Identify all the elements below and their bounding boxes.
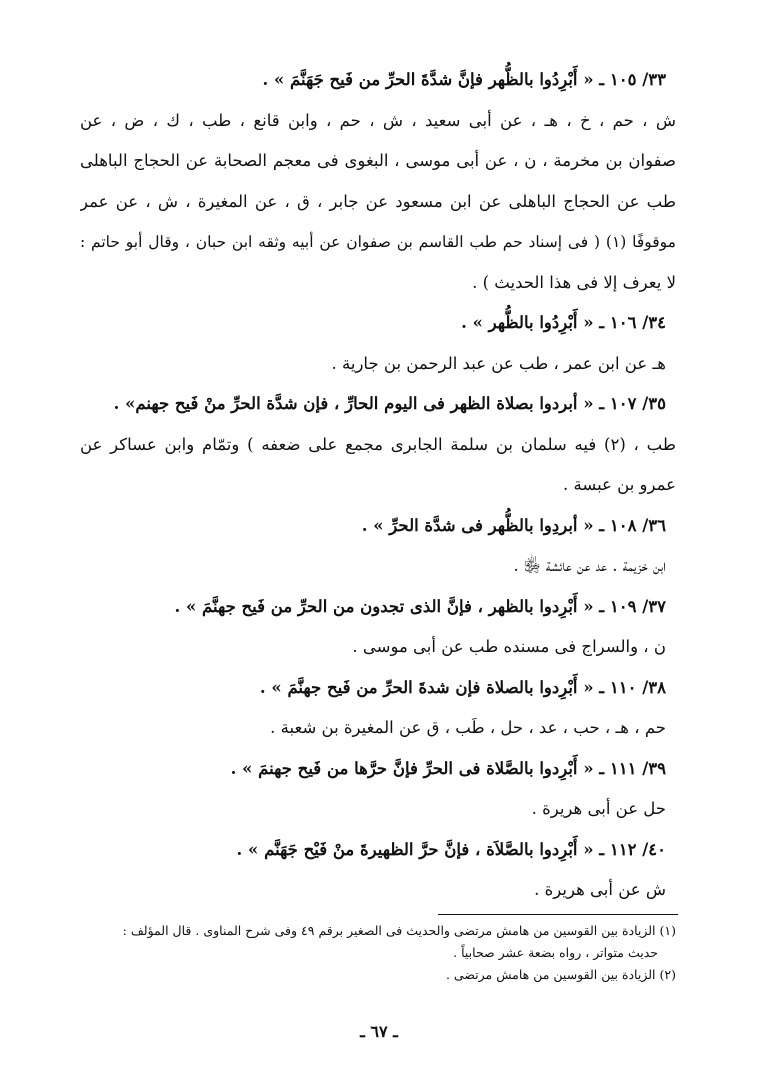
source-line: صفوان بن مخرمة ، ن ، عن أبى موسى ، البغوى فى معجم الصحابة عن الحجاج الباهلى — [80, 151, 676, 170]
source-line: طب ، (٢) فيه سلمان بن سلمة الجابرى مجمع على ضعفه ) وتمّام وابن عساكر عن — [80, 434, 676, 454]
footnotes — [80, 920, 676, 986]
source-line: ش عن أبى هريرة . — [534, 880, 666, 899]
hadith-109: ٣٧/ ١٠٩ ـ « أَبْرِدوا بالظهر ، فإنَّ الذى تجدون من الحرِّ من فَيح جهنَّمَ » . — [174, 596, 666, 616]
source-line: ن ، والسراج فى مسنده طب عن أبى موسى . — [352, 637, 666, 656]
hadith-108: ٣٦/ ١٠٨ ـ « أبردِوا بالظُّهر فى شدَّة الحرِّ » . — [361, 515, 666, 535]
page-number: ـ ٦٧ ـ — [360, 1022, 398, 1041]
source-line: هـ عن ابن عمر ، طب عن عبد الرحمن بن جارية . — [331, 353, 666, 373]
hadith-106: ٣٤/ ١٠٦ ـ « أَبْرِدُوا بالظُّهر » . — [461, 313, 666, 332]
source-line: حم ، هـ ، حب ، عد ، حل ، طَب ، ق عن المغيرة بن شعبة . — [270, 718, 666, 737]
hadith-107: ٣٥/ ١٠٧ ـ « أبردوا بصلاة الظهر فى اليوم الحارِّ ، فإن شدَّة الحرِّ منْ فَيح جهنم» . — [113, 394, 666, 413]
hadith-111: ٣٩/ ١١١ ـ « أَبْرِدوا بالصَّلاة فى الحرِّ فإنَّ حرَّها من فَيح جهنمَ » . — [230, 758, 666, 778]
hadith-105: ٣٣/ ١٠٥ ـ « أَبْرِدُوا بالظُّهر فإنَّ شدَّةَ الحرِّ من فَيح جَهَنَّمَ » . — [262, 70, 666, 89]
source-line: عمرو بن عبسة . — [563, 475, 676, 494]
source-line: ابن خزيمة . عد عن عائشة ﵂ . — [513, 556, 666, 575]
footnote-divider — [438, 914, 678, 915]
source-line: طب عن الحجاج الباهلى عن ابن مسعود عن جابر ، ق ، عن المغيرة ، ش ، عن عمر — [80, 191, 676, 211]
source-line: موقوفًا (١) ( فى إسناد حم طب القاسم بن صفوان عن أبيه وثقه ابن حبان ، وقال أبو حاتم : — [80, 233, 676, 251]
footnote-1-continued: حديث متواتر ، رواه بضعة عشر صحابياً . — [453, 945, 658, 960]
source-line: لا يعرف إلا فى هذا الحديث ) . — [472, 272, 676, 292]
footnote-2: (٢) الزيادة بين القوسين من هامش مرتضى . — [445, 967, 676, 982]
source-line: حل عن أبى هريرة . — [531, 799, 666, 818]
source-line: ش ، حم ، خ ، هـ ، عن أبى سعيد ، ش ، حم ، وابن قانع ، طب ، ك ، ض ، عن — [80, 110, 676, 130]
footnote-1: (١) الزيادة بين القوسين من هامش مرتضى والحديث فى الصغير برقم ٤٩ وفى شرح المناوى . قال المؤلف : — [122, 923, 676, 938]
hadith-110: ٣٨/ ١١٠ ـ « أَبْرِدوا بالصلاة فإن شدةَ الحرِّ من فَيح جهنَّمَ » . — [259, 677, 666, 697]
hadith-112: ٤٠/ ١١٢ ـ « أَبْرِدوا بالصَّلاَة ، فإنَّ حرَّ الظهيرةَ منْ فَيْح جَهَنَّم » . — [236, 839, 666, 859]
main-text — [80, 60, 676, 911]
